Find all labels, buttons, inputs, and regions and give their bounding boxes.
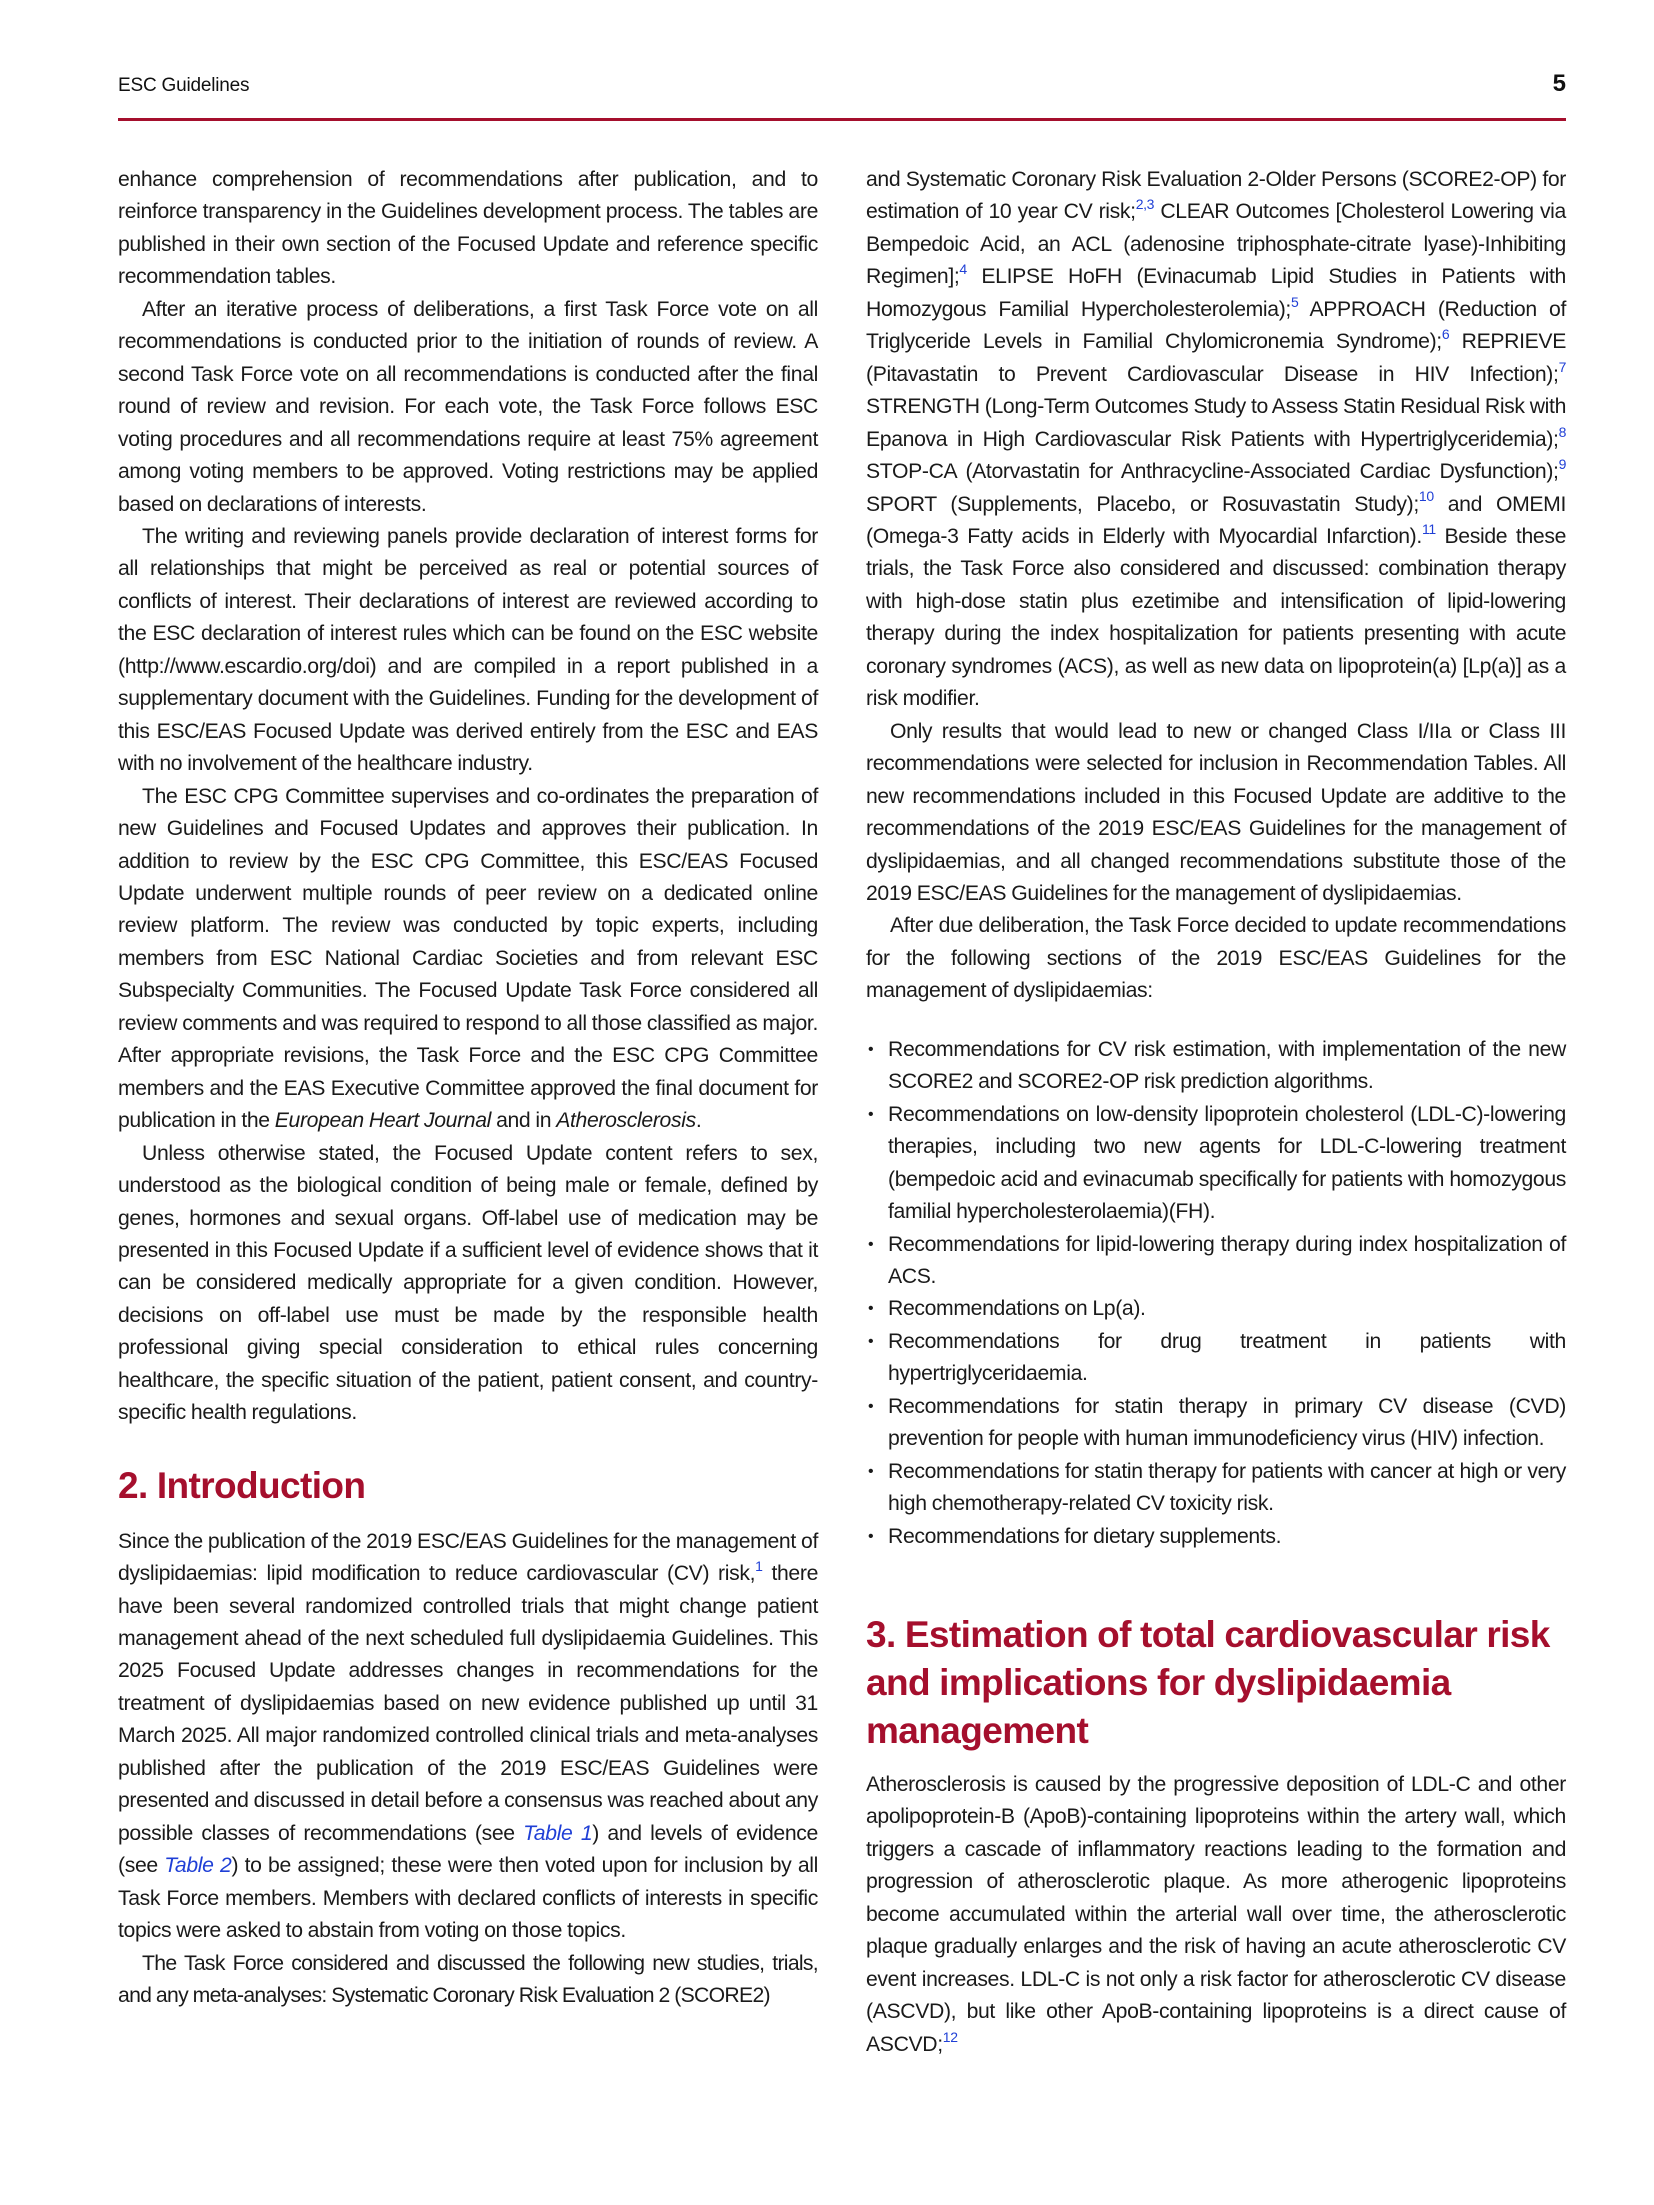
reference-link[interactable]: 8 [1558, 423, 1566, 440]
paragraph-voting: After an iterative process of deliberations, a first Task Force vote on all recommendations is conducted prior to the initiation of rounds of review. A second Task Force vote on all recommendations is conducted after the final round of review and revision. For each vote, the Task Force follows ESC voting procedures and all recommendations require at least 75% agreement among voting members to be approved. Voting restrictions may be applied based on declarations of interests. [118, 297, 818, 516]
paragraph-sex-off-label: Unless otherwise stated, the Focused Update content refers to sex, understood as the biological condition of being male or female, defined by genes, hormones and sexual organs. Off-label use of medication may be presented in this Focused Update if a sufficient level of evidence shows that it can be considered medically appropriate for a given condition. However, decisions on off-label use must be made by the responsible health professional giving special consideration to ethical rules concerning healthcare, the specific situation of the patient, patient consent, and country-specific health regulations. [118, 1141, 818, 1425]
list-item: • Recommendations for CV risk estimation, with implementation of the new SCORE2 and SCORE2-OP risk prediction algorithms. [866, 1034, 1566, 1099]
paragraph-introduction: Since the publication of the 2019 ESC/EAS Guidelines for the management of dyslipidaemias: lipid modification to reduce cardiovascular (CV) risk,$^1$ there have been several randomized controlled trials that might change patient management ahead of the next scheduled full dyslipidaemia Guidelines. This 2025 Focused Update addresses changes in recommendations for the treatment of dyslipidaemias based on new evidence published up until 31 March 2025. All major randomized controlled clinical trials and meta-analyses published after the publication of the 2019 ESC/EAS Guidelines were presented and discussed in detail before a consensus was reached about any possible classes of recommendations (see Table 1) and levels of evidence (see Table 2) to be assigned; these were then voted upon for inclusion by all Task Force members. Members with declared conflicts of interests in specific topics were asked to abstain from voting on those topics. [118, 1529, 818, 1943]
paragraph-trials-list: and Systematic Coronary Risk Evaluation 2-Older Persons (SCORE2-OP) for estimation of 10 year CV risk;$^{2,3}$ CLEAR Outcomes [Cholesterol Lowering via Bempedoic Acid, an ACL (adenosine triphosphate-citrate lyase)-Inhibiting Regimen];$^4$ ELIPSE HoFH (Evinacumab Lipid Studies in Patients with Homozygous Familial Hypercholesterolemia);$^5$ APPROACH (Reduction of Triglyceride Levels in Familial Chylomicronemia Syndrome);$^6$ REPRIEVE (Pitavastatin to Prevent Cardiovascular Disease in HIV Infection);$^7$ STRENGTH (Long-Term Outcomes Study to Assess Statin Residual Risk with Epanova in High Cardiovascular Risk Patients with Hypertriglyceridemia);$^8$ STOP-CA (Atorvastatin for Anthracycline-Associated Cardiac Dysfunction);$^9$ SPORT (Supplements, Placebo, or Rosuvastatin Study);$^{10}$ and OMEMI (Omega-3 Fatty acids in Elderly with Myocardial Infarction).$^{11}$ Beside these trials, the Task Force also considered and discussed: combination therapy with high-dose statin plus ezetimibe and intensification of lipid-lowering therapy during the index hospitalization for patients presenting with acute coronary syndromes (ACS), as well as new data on lipoprotein(a) [Lp(a)] as a risk modifier. [866, 168, 1566, 711]
right-column [866, 164, 1566, 2061]
running-head [118, 70, 1566, 100]
page-number: 5 [1552, 70, 1566, 97]
reference-link[interactable]: 1 [755, 1558, 763, 1575]
reference-link[interactable]: 4 [959, 261, 967, 278]
reference-link[interactable]: 9 [1558, 456, 1566, 473]
paragraph-atherosclerosis: Atherosclerosis is caused by the progressive deposition of LDL-C and other apolipoprotein-B (ApoB)-containing lipoproteins within the artery wall, which triggers a cascade of inflammatory reactions leading to the formation and progression of atherosclerotic plaque. As more atherogenic lipoproteins become accumulated within the arterial wall over time, the atherosclerotic plaque gradually enlarges and the risk of having an acute atherosclerotic CV event increases. LDL-C is not only a risk factor for atherosclerotic CV disease (ASCVD), but like other ApoB-containing lipoproteins is a direct cause of ASCVD;$^{12}$ [866, 1773, 1566, 2056]
section-heading-risk-estimation: 3. Estimation of total cardiovascular risk and implications for dyslipidaemia management [866, 1614, 1550, 1752]
reference-link[interactable]: 12 [942, 2028, 958, 2045]
reference-link[interactable]: 11 [1421, 520, 1436, 537]
table-1-link[interactable]: Table 1 [523, 1821, 593, 1845]
journal-title-ehj: European Heart Journal [274, 1109, 492, 1133]
reference-link[interactable]: 5 [1290, 293, 1299, 310]
list-item: • Recommendations on Lp(a). [866, 1293, 1566, 1325]
reference-link[interactable]: 10 [1418, 488, 1434, 505]
table-2-link[interactable]: Table 2 [164, 1854, 232, 1878]
list-item: • Recommendations for statin therapy in primary CV disease (CVD) prevention for people with human immunodeficiency virus (HIV) infection. [866, 1391, 1566, 1456]
paragraph-updated-sections: After due deliberation, the Task Force decided to update recommendations for the following sections of the 2019 ESC/EAS Guidelines for the management of dyslipidaemias: [866, 914, 1566, 1003]
list-item: • Recommendations for statin therapy for patients with cancer at high or very high chemotherapy-related CV toxicity risk. [866, 1456, 1566, 1521]
list-item: • Recommendations for dietary supplements. [866, 1521, 1566, 1553]
list-item: • Recommendations for drug treatment in patients with hypertriglyceridaemia. [866, 1326, 1566, 1391]
journal-name: ESC Guidelines [118, 75, 250, 96]
list-item: • Recommendations for lipid-lowering therapy during index hospitalization of ACS. [866, 1229, 1566, 1294]
paragraph-declaration-of-interest: The writing and reviewing panels provide declaration of interest forms for all relationships that might be perceived as real or potential sources of conflicts of interest. Their declarations of interest are reviewed according to the ESC declaration of interest rules which can be found on the ESC website (http://www.escardio.org/doi) and are compiled in a report published in a supplementary document with the Guidelines. Funding for the development of this ESC/EAS Focused Update was derived entirely from the ESC and EAS with no involvement of the healthcare industry. [118, 524, 818, 776]
journal-title-atherosclerosis: Atherosclerosis [556, 1109, 696, 1133]
header-divider [118, 118, 1566, 121]
section-heading-introduction: 2. Introduction [118, 1464, 366, 1506]
reference-link[interactable]: 2,3 [1135, 196, 1155, 213]
paragraph-class-selection: Only results that would lead to new or changed Class I/IIa or Class III recommendations were selected for inclusion in Recommendation Tables. All new recommendations included in this Focused Update are additive to the recommendations of the 2019 ESC/EAS Guidelines for the management of dyslipidaemias, and all changed recommendations substitute those of the 2019 ESC/EAS Guidelines for the management of dyslipidaemias. [866, 719, 1566, 905]
updated-sections-list [866, 1034, 1566, 1553]
paragraph-cpg-committee: The ESC CPG Committee supervises and co-ordinates the preparation of new Guidelines and Focused Updates and approves their publication. In addition to review by the ESC CPG Committee, this ESC/EAS Focused Update underwent multiple rounds of peer review on a dedicated online review platform. The review was conducted by topic experts, including members from ESC National Cardiac Societies and from relevant ESC Subspecialty Communities. The Focused Update Task Force considered all review comments and was required to respond to all those classified as major. After appropriate revisions, the Task Force and the ESC CPG Committee members and the EAS Executive Committee approved the final document for publication in the European Heart Journal and in Atherosclerosis. [118, 784, 818, 1133]
paragraph-recommendation-tables: enhance comprehension of recommendations after publication, and to reinforce transparency in the Guidelines development process. The tables are published in their own section of the Focused Update and reference specific recommendation tables. [118, 168, 818, 289]
left-column [118, 164, 818, 2012]
reference-link[interactable]: 7 [1558, 358, 1566, 375]
paragraph-studies-considered: The Task Force considered and discussed the following new studies, trials, and any meta-analyses: Systematic Coronary Risk Evaluation 2 (SCORE2) [118, 1951, 818, 2008]
list-item: • Recommendations on low-density lipoprotein cholesterol (LDL-C)-lowering therapies, including two new agents for LDL-C-lowering treatment (bempedoic acid and evinacumab specifically for patients with homozygous familial hypercholesterolaemia)(FH). [866, 1099, 1566, 1229]
reference-link[interactable]: 6 [1441, 326, 1450, 343]
